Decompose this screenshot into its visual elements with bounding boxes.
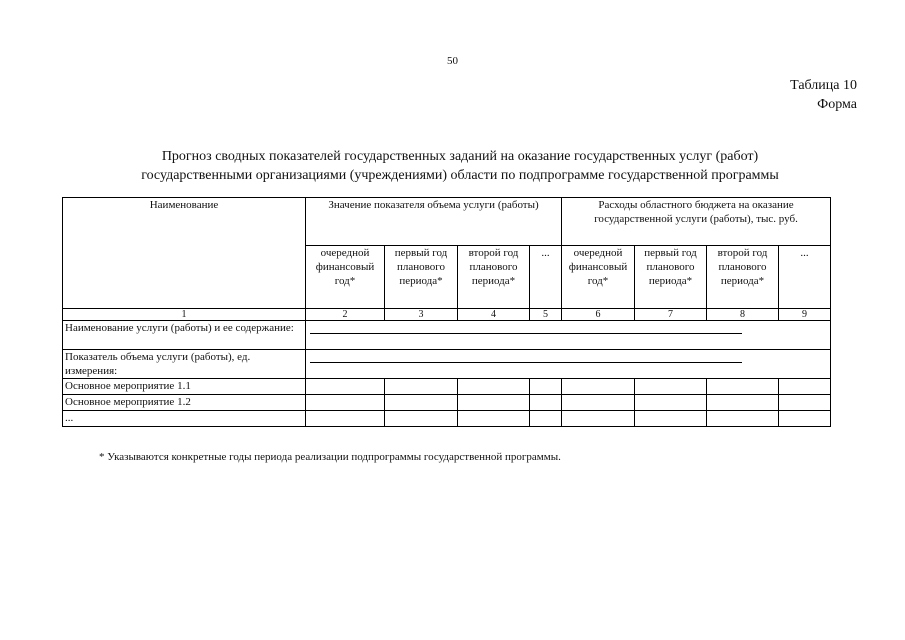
title-line-2: государственными организациями (учреждениями) области по подпрограмме государственной программы	[141, 168, 779, 183]
subheader-budget-more: ...	[779, 246, 831, 309]
column-number: 7	[635, 309, 707, 321]
row-label-activity-1-2: Основное мероприятие 1.2	[63, 395, 306, 411]
subheader-volume-current-year: очередной финансовый год*	[306, 246, 385, 309]
table-row	[63, 379, 831, 395]
table-row	[63, 350, 831, 379]
subheader-volume-second-plan-year: второй год планового периода*	[458, 246, 530, 309]
subheader-budget-current-year: очередной финансовый год*	[562, 246, 635, 309]
subheader-budget-first-plan-year: первый год планового периода*	[635, 246, 707, 309]
table-number-label: Таблица 10	[790, 78, 857, 93]
column-number: 9	[779, 309, 831, 321]
subheader-volume-more: ...	[530, 246, 562, 309]
indicator-fill-line	[306, 350, 831, 379]
column-number: 2	[306, 309, 385, 321]
row-label-indicator: Показатель объема услуги (работы), ед. измерения:	[63, 350, 306, 379]
service-fill-line	[306, 321, 831, 350]
column-number: 3	[385, 309, 458, 321]
table-row	[63, 321, 831, 350]
column-number: 1	[63, 309, 306, 321]
forecast-table	[62, 197, 831, 427]
column-number: 8	[707, 309, 779, 321]
subheader-budget-second-plan-year: второй год планового периода*	[707, 246, 779, 309]
column-number-row	[63, 309, 831, 321]
column-number: 6	[562, 309, 635, 321]
subheader-volume-first-plan-year: первый год планового периода*	[385, 246, 458, 309]
header-volume-group: Значение показателя объема услуги (работы)	[306, 198, 562, 246]
page-number: 50	[447, 55, 458, 67]
header-name: Наименование	[63, 198, 306, 309]
table-row	[63, 395, 831, 411]
column-number: 4	[458, 309, 530, 321]
form-label: Форма	[817, 97, 857, 112]
table-label-block	[790, 76, 857, 114]
title-line-1: Прогноз сводных показателей государственных заданий на оказание государственных услуг (работ)	[161, 149, 759, 164]
column-number: 5	[530, 309, 562, 321]
row-label-activity-1-1: Основное мероприятие 1.1	[63, 379, 306, 395]
row-label-ellipsis: ...	[63, 411, 306, 427]
table-row	[63, 411, 831, 427]
footnote: * Указываются конкретные годы периода реализации подпрограммы государственной программы.	[99, 451, 561, 463]
header-budget-group: Расходы областного бюджета на оказание государственной услуги (работы), тыс. руб.	[562, 198, 831, 246]
document-title	[80, 147, 840, 185]
row-label-service: Наименование услуги (работы) и ее содержание:	[63, 321, 306, 350]
